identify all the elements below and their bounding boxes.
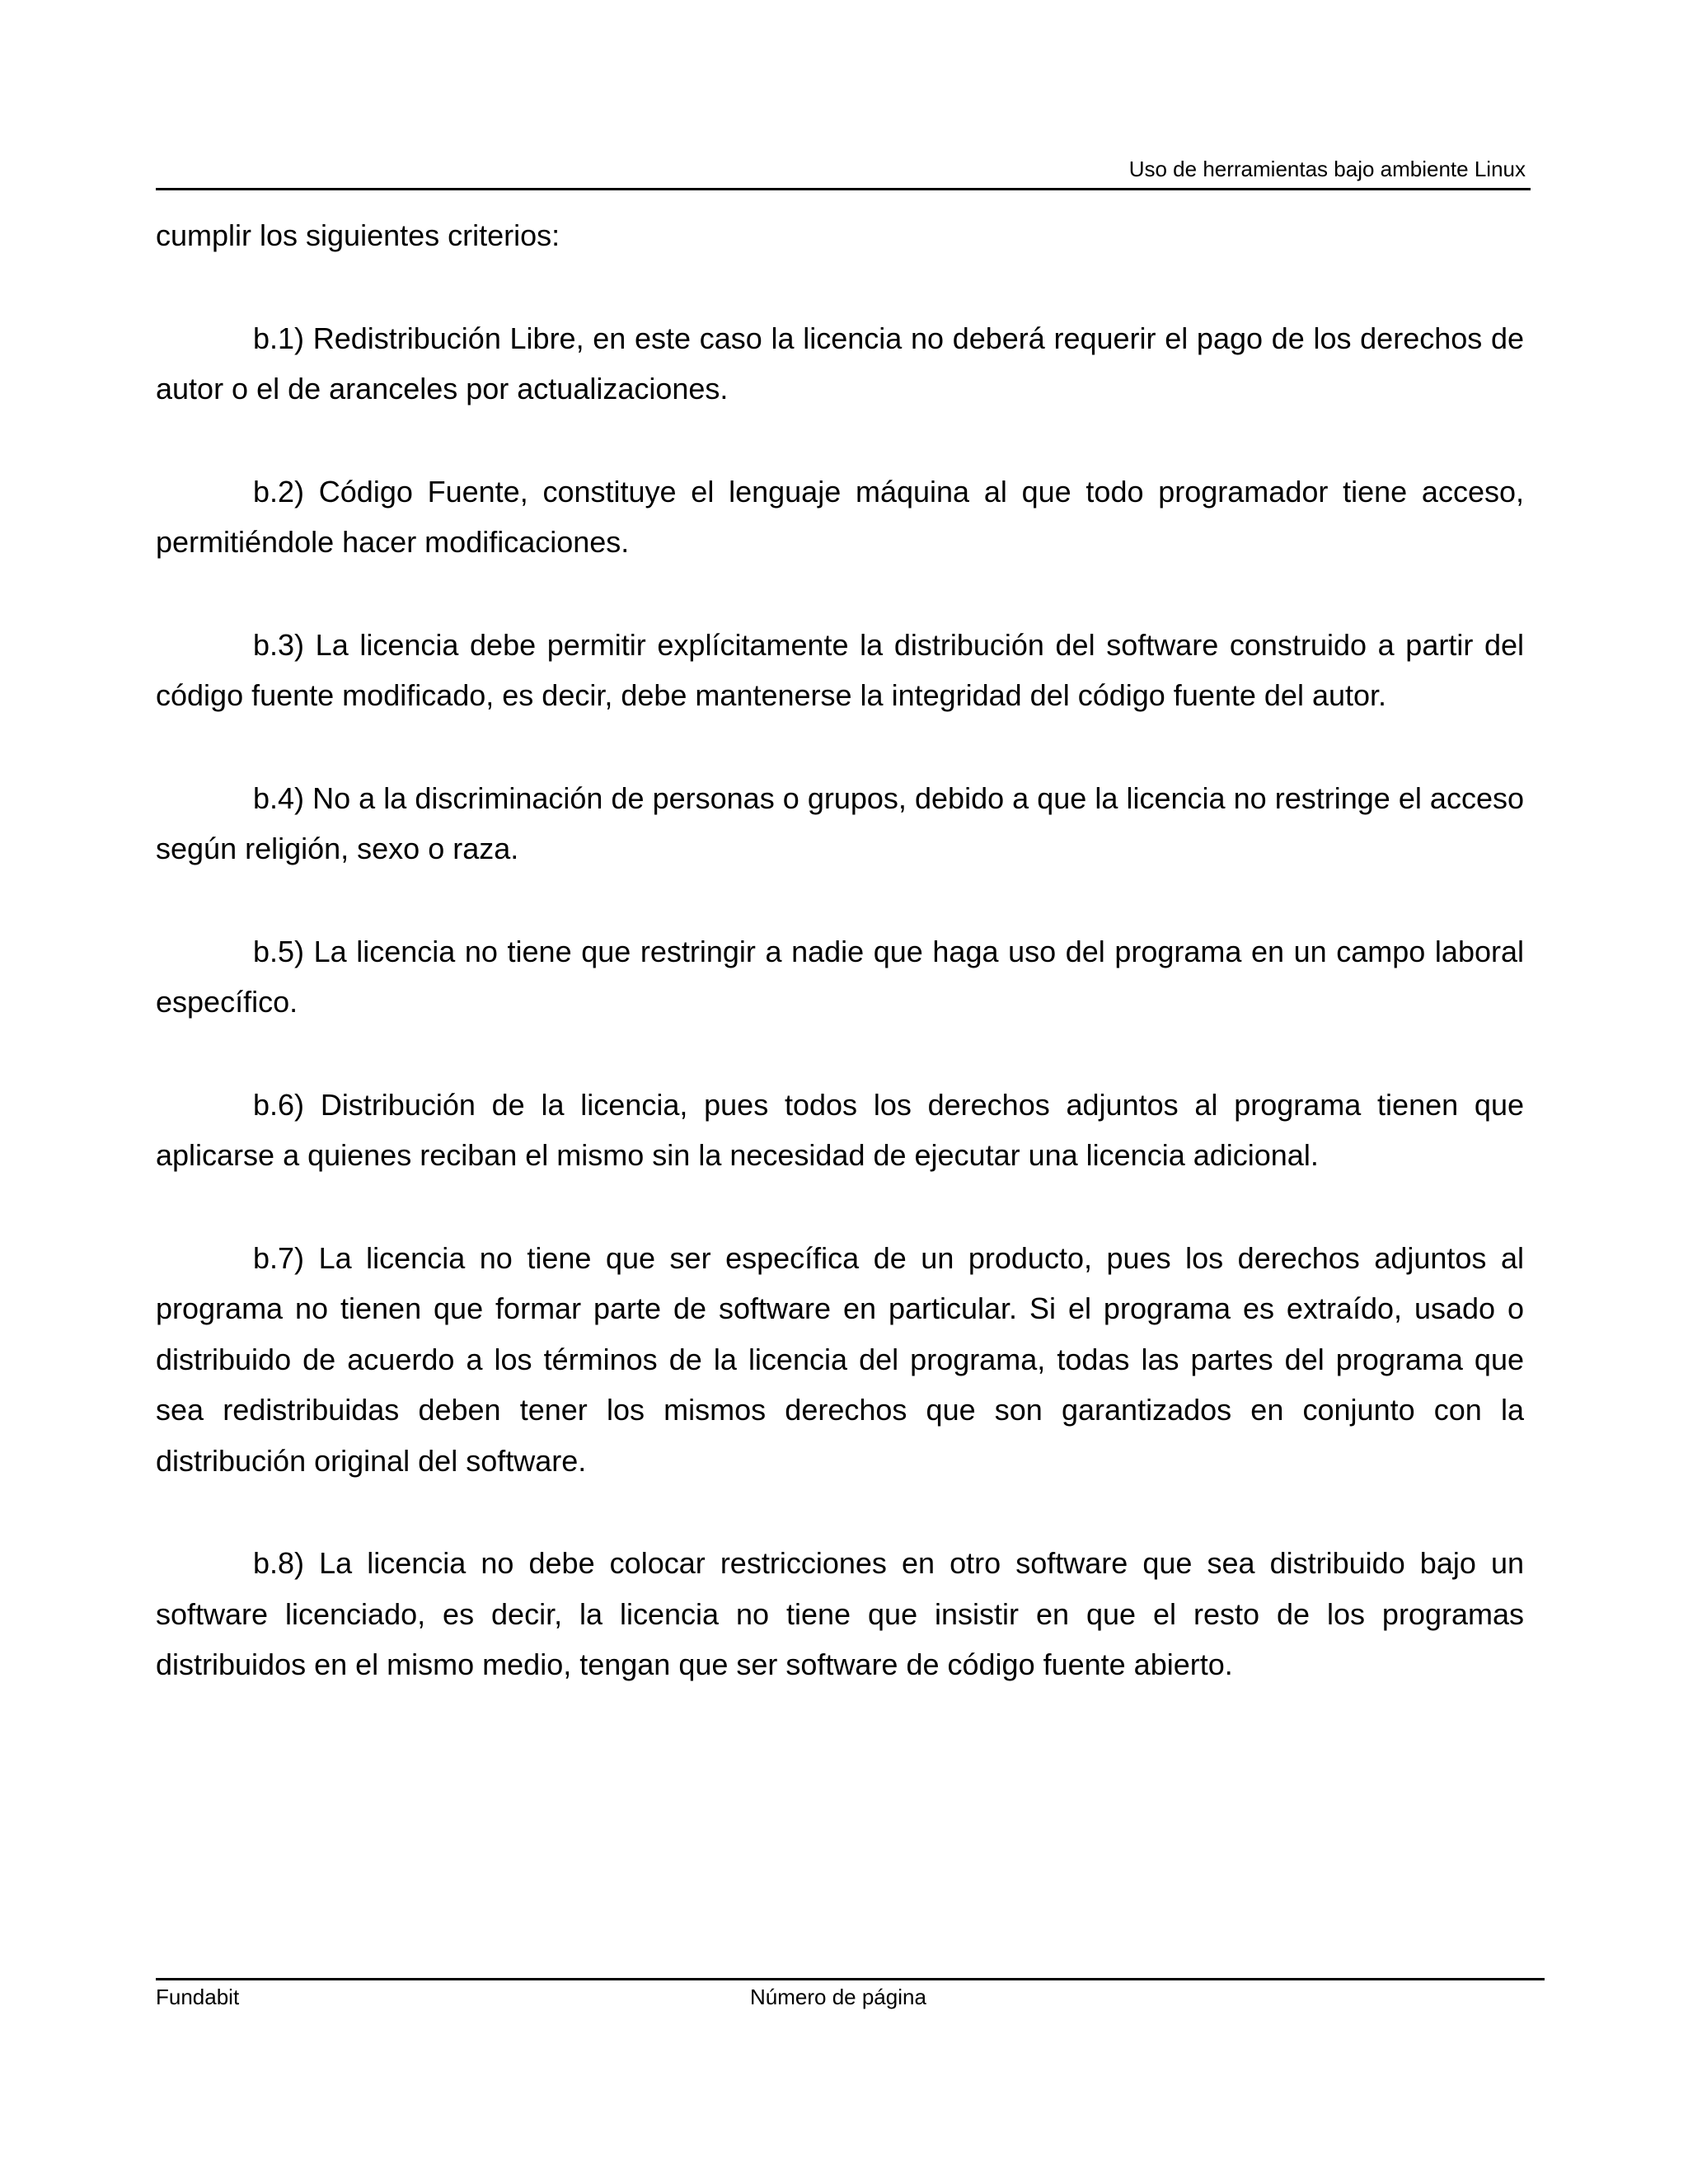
- criterion-b5: b.5) La licencia no tiene que restringir a nadie que haga uso del programa en un campo laboral específico.: [156, 934, 1524, 1019]
- criterion-b1: b.1) Redistribución Libre, en este caso la licencia no deberá requerir el pago de los derechos de autor o el de aranceles por actualizaciones.: [156, 321, 1524, 405]
- document-body: [156, 210, 1524, 1742]
- criterion-b4: b.4) No a la discriminación de personas o grupos, debido a que la licencia no restringe el acceso según religión, sexo o raza.: [156, 780, 1524, 865]
- running-header: Uso de herramientas bajo ambiente Linux: [1128, 157, 1526, 181]
- footer-divider: [156, 1978, 1545, 1980]
- intro-line: cumplir los siguientes criterios:: [156, 218, 560, 252]
- header-divider: [156, 188, 1531, 190]
- footer-organization: Fundabit: [156, 1985, 240, 2009]
- criterion-b7: b.7) La licencia no tiene que ser específica de un producto, pues los derechos adjuntos al programa no tienen que formar parte de software en particular. Si el programa es extraído, usado o distribuido de acuerdo a los términos de la licencia del programa, todas las partes del programa que sea redistribuidas deben tener los mismos derechos que son garantizados en conjunto con la distribución original del software.: [156, 1240, 1524, 1478]
- criterion-b2: b.2) Código Fuente, constituye el lenguaje máquina al que todo programador tiene acceso, permitiéndole hacer modificaciones.: [156, 474, 1524, 559]
- criterion-b3: b.3) La licencia debe permitir explícitamente la distribución del software construido a partir del código fuente modificado, es decir, debe mantenerse la integridad del código fuente del autor.: [156, 627, 1524, 712]
- footer-page-number-label: Número de página: [750, 1985, 926, 2009]
- criterion-b6: b.6) Distribución de la licencia, pues todos los derechos adjuntos al programa tienen que aplicarse a quienes reciban el mismo sin la necesidad de ejecutar una licencia adicional.: [156, 1087, 1524, 1172]
- criterion-b8: b.8) La licencia no debe colocar restricciones en otro software que sea distribuido bajo un software licenciado, es decir, la licencia no tiene que insistir en que el resto de los programas distribuidos en el mismo medio, tengan que ser software de código fuente abierto.: [156, 1546, 1524, 1681]
